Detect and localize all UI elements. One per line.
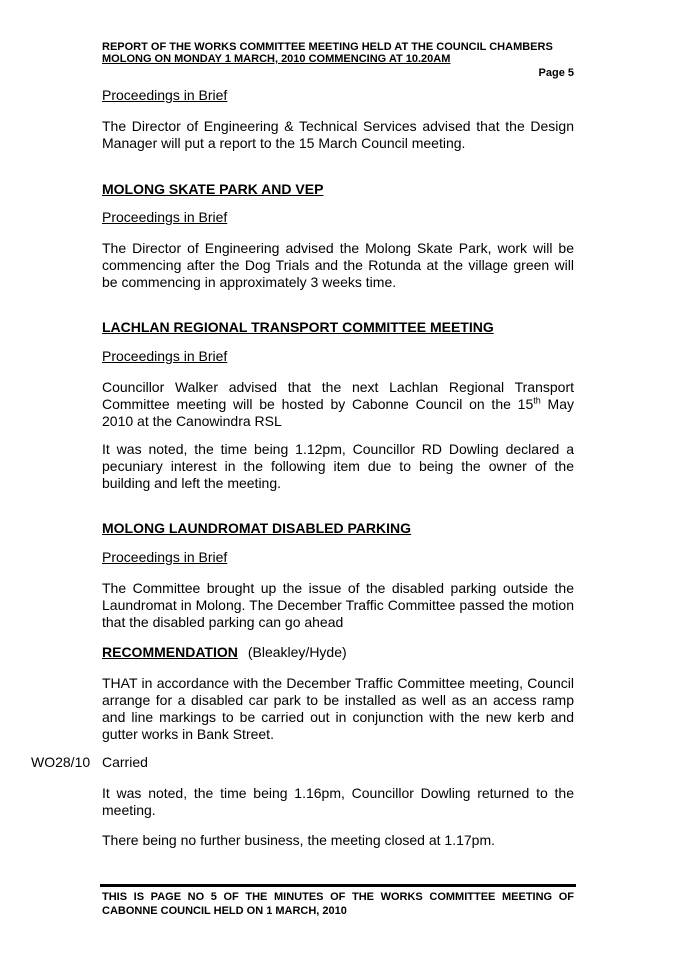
- recommendation-line: [102, 644, 574, 661]
- laundromat-subheading: Proceedings in Brief: [102, 549, 228, 565]
- closing-note: There being no further business, the meeting closed at 1.17pm.: [102, 832, 496, 848]
- top-paragraph: The Director of Engineering & Technical Services advised that the Design Manager will put a report to the 15 March Council meeting.: [102, 118, 574, 151]
- laundromat-paragraph: The Committee brought up the issue of the disabled parking outside the Laundromat in Molong. The December Traffic Committee passed the motion that the disabled parking can go ahead: [102, 580, 574, 630]
- report-header: [102, 41, 576, 65]
- lachlan-heading: LACHLAN REGIONAL TRANSPORT COMMITTEE MEETING: [102, 319, 494, 335]
- skate-paragraph: The Director of Engineering advised the Molong Skate Park, work will be commencing after the Dog Trials and the Rotunda at the village green will be commencing in approximately 3 weeks time.: [102, 240, 574, 290]
- recommendation-movers: (Bleakley/Hyde): [247, 644, 347, 660]
- recommendation-label: RECOMMENDATION: [102, 644, 238, 660]
- ordinal-suffix: th: [533, 395, 541, 406]
- footer-text: THIS IS PAGE NO 5 OF THE MINUTES OF THE WORKS COMMITTEE MEETING OF CABONNE COUNCIL HELD ON 1 MARCH, 2010: [102, 891, 574, 917]
- carried-label: Carried: [102, 754, 148, 770]
- skate-subheading: Proceedings in Brief: [102, 209, 228, 225]
- header-line-2: MOLONG ON MONDAY 1 MARCH, 2010 COMMENCING AT 10.20AM: [102, 53, 451, 65]
- lachlan-subheading: Proceedings in Brief: [102, 348, 228, 364]
- laundromat-heading: MOLONG LAUNDROMAT DISABLED PARKING: [102, 520, 412, 536]
- pecuniary-interest-note: It was noted, the time being 1.12pm, Councillor RD Dowling declared a pecuniary interest in the following item due to being the owner of the building and left the meeting.: [102, 441, 574, 491]
- lachlan-text-b: May 2010 at the Canowindra RSL: [102, 396, 574, 429]
- top-subheading: Proceedings in Brief: [102, 87, 228, 103]
- lachlan-paragraph: [102, 379, 574, 430]
- skate-heading: MOLONG SKATE PARK AND VEP: [102, 181, 324, 197]
- lachlan-text-a: Councillor Walker advised that the next Lachlan Regional Transport Committee meeting will be hosted by Cabonne Council on the 15: [102, 379, 574, 412]
- return-note: It was noted, the time being 1.16pm, Councillor Dowling returned to the meeting.: [102, 785, 574, 818]
- header-line-1: REPORT OF THE WORKS COMMITTEE MEETING HELD AT THE COUNCIL CHAMBERS: [102, 41, 553, 53]
- page-number: Page 5: [538, 67, 574, 79]
- footer-rule: [100, 884, 576, 887]
- recommendation-text: THAT in accordance with the December Traffic Committee meeting, Council arrange for a disabled car park to be installed as well as an access ramp and line markings to be carried out in conjunction with the new kerb and gutter works in Bank Street.: [102, 675, 574, 742]
- resolution-number: WO28/10: [31, 754, 91, 770]
